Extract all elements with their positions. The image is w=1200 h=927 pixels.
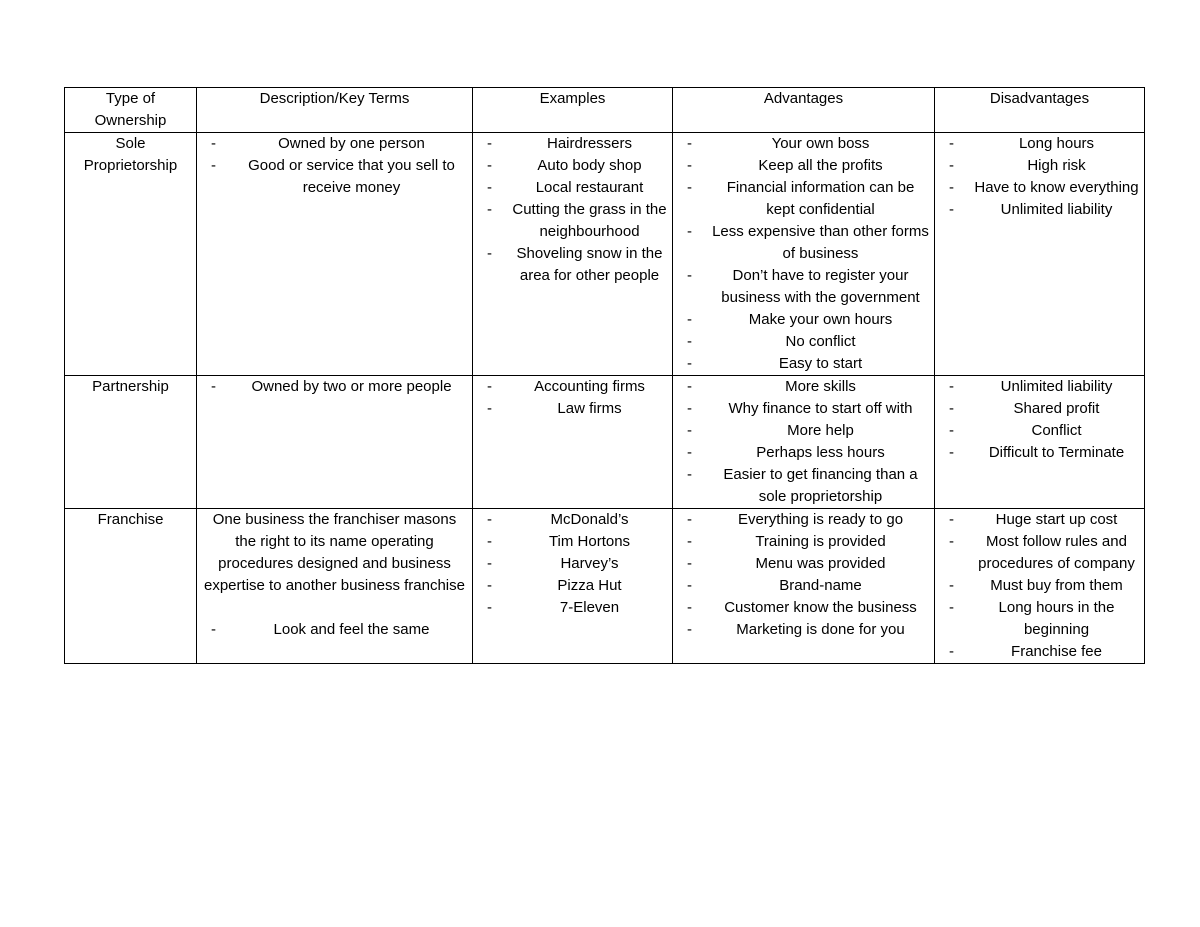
advantages-cell <box>673 376 935 509</box>
description-cell <box>197 509 473 664</box>
list-item: - Keep all the profits <box>677 155 930 177</box>
list-item: - Easy to start <box>677 353 930 375</box>
list-item: - Unlimited liability <box>939 376 1140 398</box>
list-item: - Must buy from them <box>939 575 1140 597</box>
list-item: - Franchise fee <box>939 641 1140 663</box>
list-item: - Conflict <box>939 420 1140 442</box>
list-item: - Menu was provided <box>677 553 930 575</box>
list-item: - Huge start up cost <box>939 509 1140 531</box>
ownership-type: Sole Proprietorship <box>65 133 197 376</box>
list-item: - Shared profit <box>939 398 1140 420</box>
list-item: - Hairdressers <box>477 133 668 155</box>
list-item: - Long hours <box>939 133 1140 155</box>
list-item: - Owned by one person <box>201 133 468 155</box>
list-item: - Long hours in the beginning <box>939 597 1140 641</box>
list-item: - McDonald’s <box>477 509 668 531</box>
advantages-cell <box>673 133 935 376</box>
list-item: - More help <box>677 420 930 442</box>
list-item: - Owned by two or more people <box>201 376 468 398</box>
list-item: - Tim Hortons <box>477 531 668 553</box>
list-item: - Shoveling snow in the area for other people <box>477 243 668 287</box>
description-cell <box>197 376 473 509</box>
disadvantages-cell <box>935 376 1145 509</box>
list-item: - Customer know the business <box>677 597 930 619</box>
header-disadvantages: Disadvantages <box>935 88 1145 133</box>
ownership-type: Partnership <box>65 376 197 509</box>
disadvantages-cell <box>935 509 1145 664</box>
disadvantages-cell <box>935 133 1145 376</box>
list-item: - Don’t have to register your business with the government <box>677 265 930 309</box>
list-item: - Why finance to start off with <box>677 398 930 420</box>
list-item: - Less expensive than other forms of business <box>677 221 930 265</box>
header-row <box>65 88 1145 133</box>
table-row <box>65 376 1145 509</box>
list-item: - Accounting firms <box>477 376 668 398</box>
header-examples: Examples <box>473 88 673 133</box>
list-item: - Unlimited liability <box>939 199 1140 221</box>
list-item: - More skills <box>677 376 930 398</box>
list-item: - Good or service that you sell to receive money <box>201 155 468 199</box>
description-cell <box>197 133 473 376</box>
list-item: - Everything is ready to go <box>677 509 930 531</box>
table-row <box>65 509 1145 664</box>
list-item: - Harvey’s <box>477 553 668 575</box>
list-item: - Training is provided <box>677 531 930 553</box>
list-item: - Cutting the grass in the neighbourhood <box>477 199 668 243</box>
list-item: - Make your own hours <box>677 309 930 331</box>
header-description: Description/Key Terms <box>197 88 473 133</box>
table-row <box>65 133 1145 376</box>
list-item: - Auto body shop <box>477 155 668 177</box>
list-item: - Difficult to Terminate <box>939 442 1140 464</box>
list-item: - Law firms <box>477 398 668 420</box>
ownership-table <box>64 87 1145 664</box>
list-item: - Easier to get financing than a sole proprietorship <box>677 464 930 508</box>
list-item: - Financial information can be kept confidential <box>677 177 930 221</box>
list-item: - 7-Eleven <box>477 597 668 619</box>
list-item: - Marketing is done for you <box>677 619 930 641</box>
list-item: - Most follow rules and procedures of company <box>939 531 1140 575</box>
header-type: Type of Ownership <box>65 88 197 133</box>
examples-cell <box>473 509 673 664</box>
list-item: - Look and feel the same <box>201 619 468 641</box>
examples-cell <box>473 133 673 376</box>
list-item: - High risk <box>939 155 1140 177</box>
list-item: - Your own boss <box>677 133 930 155</box>
list-item: - Brand-name <box>677 575 930 597</box>
header-advantages: Advantages <box>673 88 935 133</box>
examples-cell <box>473 376 673 509</box>
list-item: - Local restaurant <box>477 177 668 199</box>
list-item: - Perhaps less hours <box>677 442 930 464</box>
list-item: - No conflict <box>677 331 930 353</box>
ownership-type: Franchise <box>65 509 197 664</box>
description-paragraph: One business the franchiser masons the right to its name operating procedures designed and business expertise to another business franchise <box>204 511 465 594</box>
list-item: - Pizza Hut <box>477 575 668 597</box>
list-item: - Have to know everything <box>939 177 1140 199</box>
advantages-cell <box>673 509 935 664</box>
